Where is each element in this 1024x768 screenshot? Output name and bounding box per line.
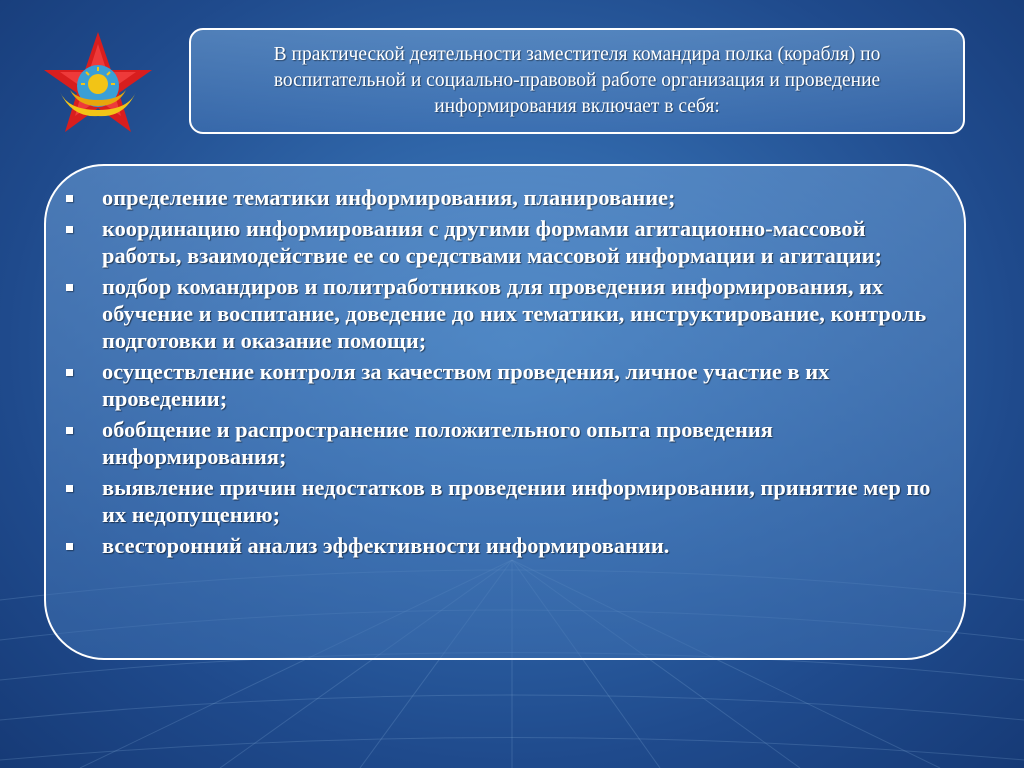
square-bullet-icon <box>66 195 73 202</box>
bullet-list <box>66 184 950 559</box>
list-item <box>66 215 950 269</box>
content-box <box>44 164 966 660</box>
slide-title: В практической деятельности заместителя командира полка (корабля) по воспитательной и социально-правовой работе организация и проведение информирования включает в себя: <box>273 44 881 117</box>
list-item-text: выявление причин недостатков в проведении информировании, принятие мер по их недопущению; <box>102 475 931 527</box>
list-item <box>66 532 950 559</box>
list-item-text: осуществление контроля за качеством проведения, личное участие в их проведении; <box>102 359 830 411</box>
list-item <box>66 358 950 412</box>
list-item <box>66 273 950 354</box>
list-item-text: координацию информирования с другими формами агитационно-массовой работы, взаимодействие ее со средствами массовой информации и агитации; <box>102 216 883 268</box>
square-bullet-icon <box>66 226 73 233</box>
list-item-text: обобщение и распространение положительного опыта проведения информирования; <box>102 417 773 469</box>
list-item-text: всесторонний анализ эффективности информировании. <box>102 533 670 558</box>
red-star-emblem-icon <box>42 30 154 134</box>
header-box <box>189 28 965 134</box>
list-item-text: подбор командиров и политработников для проведения информирования, их обучение и воспитание, доведение до них тематики, инструктирование, контроль подготовки и оказание помощи; <box>102 274 927 353</box>
list-item <box>66 184 950 211</box>
square-bullet-icon <box>66 427 73 434</box>
list-item <box>66 416 950 470</box>
square-bullet-icon <box>66 369 73 376</box>
list-item-text: определение тематики информирования, планирование; <box>102 185 676 210</box>
square-bullet-icon <box>66 543 73 550</box>
square-bullet-icon <box>66 485 73 492</box>
square-bullet-icon <box>66 284 73 291</box>
list-item <box>66 474 950 528</box>
